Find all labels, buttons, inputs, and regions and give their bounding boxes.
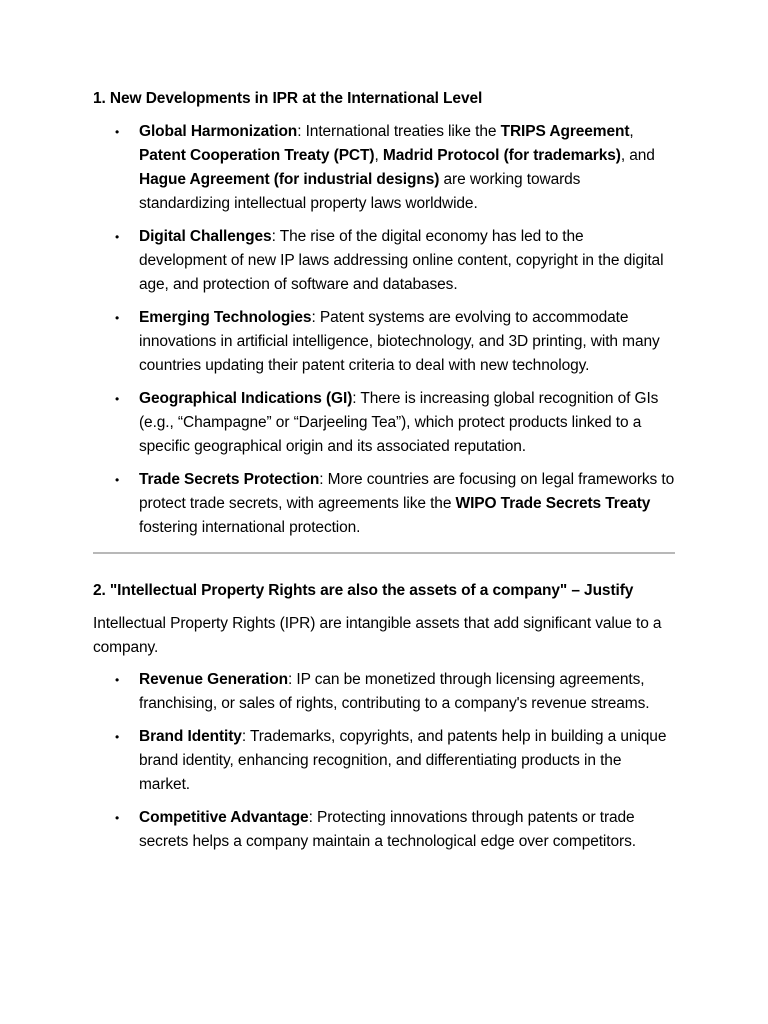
bullet-icon: • xyxy=(115,811,120,825)
item-text: : There is increasing global recognition of GIs (e.g., “Champagne” or “Darjeeling Tea”), which protect products linked to a specific geographical origin and its associated reputation. xyxy=(139,390,659,455)
list-item xyxy=(93,468,675,540)
section2-heading: 2. "Intellectual Property Rights are also the assets of a company" – Justify xyxy=(93,582,634,599)
section2-list xyxy=(93,668,675,854)
bullet-icon: • xyxy=(115,730,120,744)
item-text: , xyxy=(629,123,634,140)
bold-term: Brand Identity xyxy=(139,728,242,745)
item-text: , xyxy=(374,147,383,164)
list-item xyxy=(93,725,675,797)
item-text: : The rise of the digital economy has led to the development of new IP laws addressing online content, copyright in the digital age, and protection of software and databases. xyxy=(139,228,664,293)
bold-term: Hague Agreement (for industrial designs) xyxy=(139,171,440,188)
bold-term: Global Harmonization xyxy=(139,123,298,140)
bold-term: Emerging Technologies xyxy=(139,309,312,326)
bullet-icon: • xyxy=(115,230,120,244)
item-text: : More countries are focusing on legal frameworks to protect trade secrets, with agreements like the xyxy=(139,471,675,512)
bold-term: Revenue Generation xyxy=(139,671,288,688)
item-text: : Protecting innovations through patents or trade secrets helps a company maintain a technological edge over competitors. xyxy=(139,809,636,850)
list-item xyxy=(93,120,675,216)
bullet-icon: • xyxy=(115,473,120,487)
list-item xyxy=(93,668,675,716)
item-text: , and xyxy=(620,147,655,164)
list-item xyxy=(93,387,675,459)
bullet-icon: • xyxy=(115,125,120,139)
list-item xyxy=(93,306,675,378)
bullet-icon: • xyxy=(115,311,120,325)
list-item xyxy=(93,806,675,854)
bold-term: Competitive Advantage xyxy=(139,809,309,826)
bold-term: Madrid Protocol (for trademarks) xyxy=(382,147,621,164)
section2-intro: Intellectual Property Rights (IPR) are intangible assets that add significant value to a company. xyxy=(93,615,662,656)
item-text: : IP can be monetized through licensing agreements, franchising, or sales of rights, contributing to a company's revenue streams. xyxy=(139,671,650,712)
item-text: : Trademarks, copyrights, and patents help in building a unique brand identity, enhancing recognition, and differentiating products in the market. xyxy=(139,728,667,793)
bold-term: Geographical Indications (GI) xyxy=(139,390,353,407)
bold-term: Digital Challenges xyxy=(139,228,272,245)
bullet-icon: • xyxy=(115,673,120,687)
bold-term: TRIPS Agreement xyxy=(500,123,630,140)
item-text: are working towards standardizing intellectual property laws worldwide. xyxy=(139,171,581,212)
section1-list xyxy=(93,120,675,540)
bold-term: Patent Cooperation Treaty (PCT) xyxy=(139,147,375,164)
bullet-icon: • xyxy=(115,392,120,406)
list-item xyxy=(93,225,675,297)
section-divider xyxy=(93,552,675,554)
item-text: : International treaties like the xyxy=(297,123,501,140)
bold-term: Trade Secrets Protection xyxy=(139,471,320,488)
section1-heading: 1. New Developments in IPR at the International Level xyxy=(93,90,483,107)
item-text: : Patent systems are evolving to accommodate innovations in artificial intelligence, biotechnology, and 3D printing, with many countries updating their patent criteria to deal with new technology. xyxy=(139,309,660,374)
bold-term: WIPO Trade Secrets Treaty xyxy=(455,495,651,512)
item-text: fostering international protection. xyxy=(139,519,361,536)
